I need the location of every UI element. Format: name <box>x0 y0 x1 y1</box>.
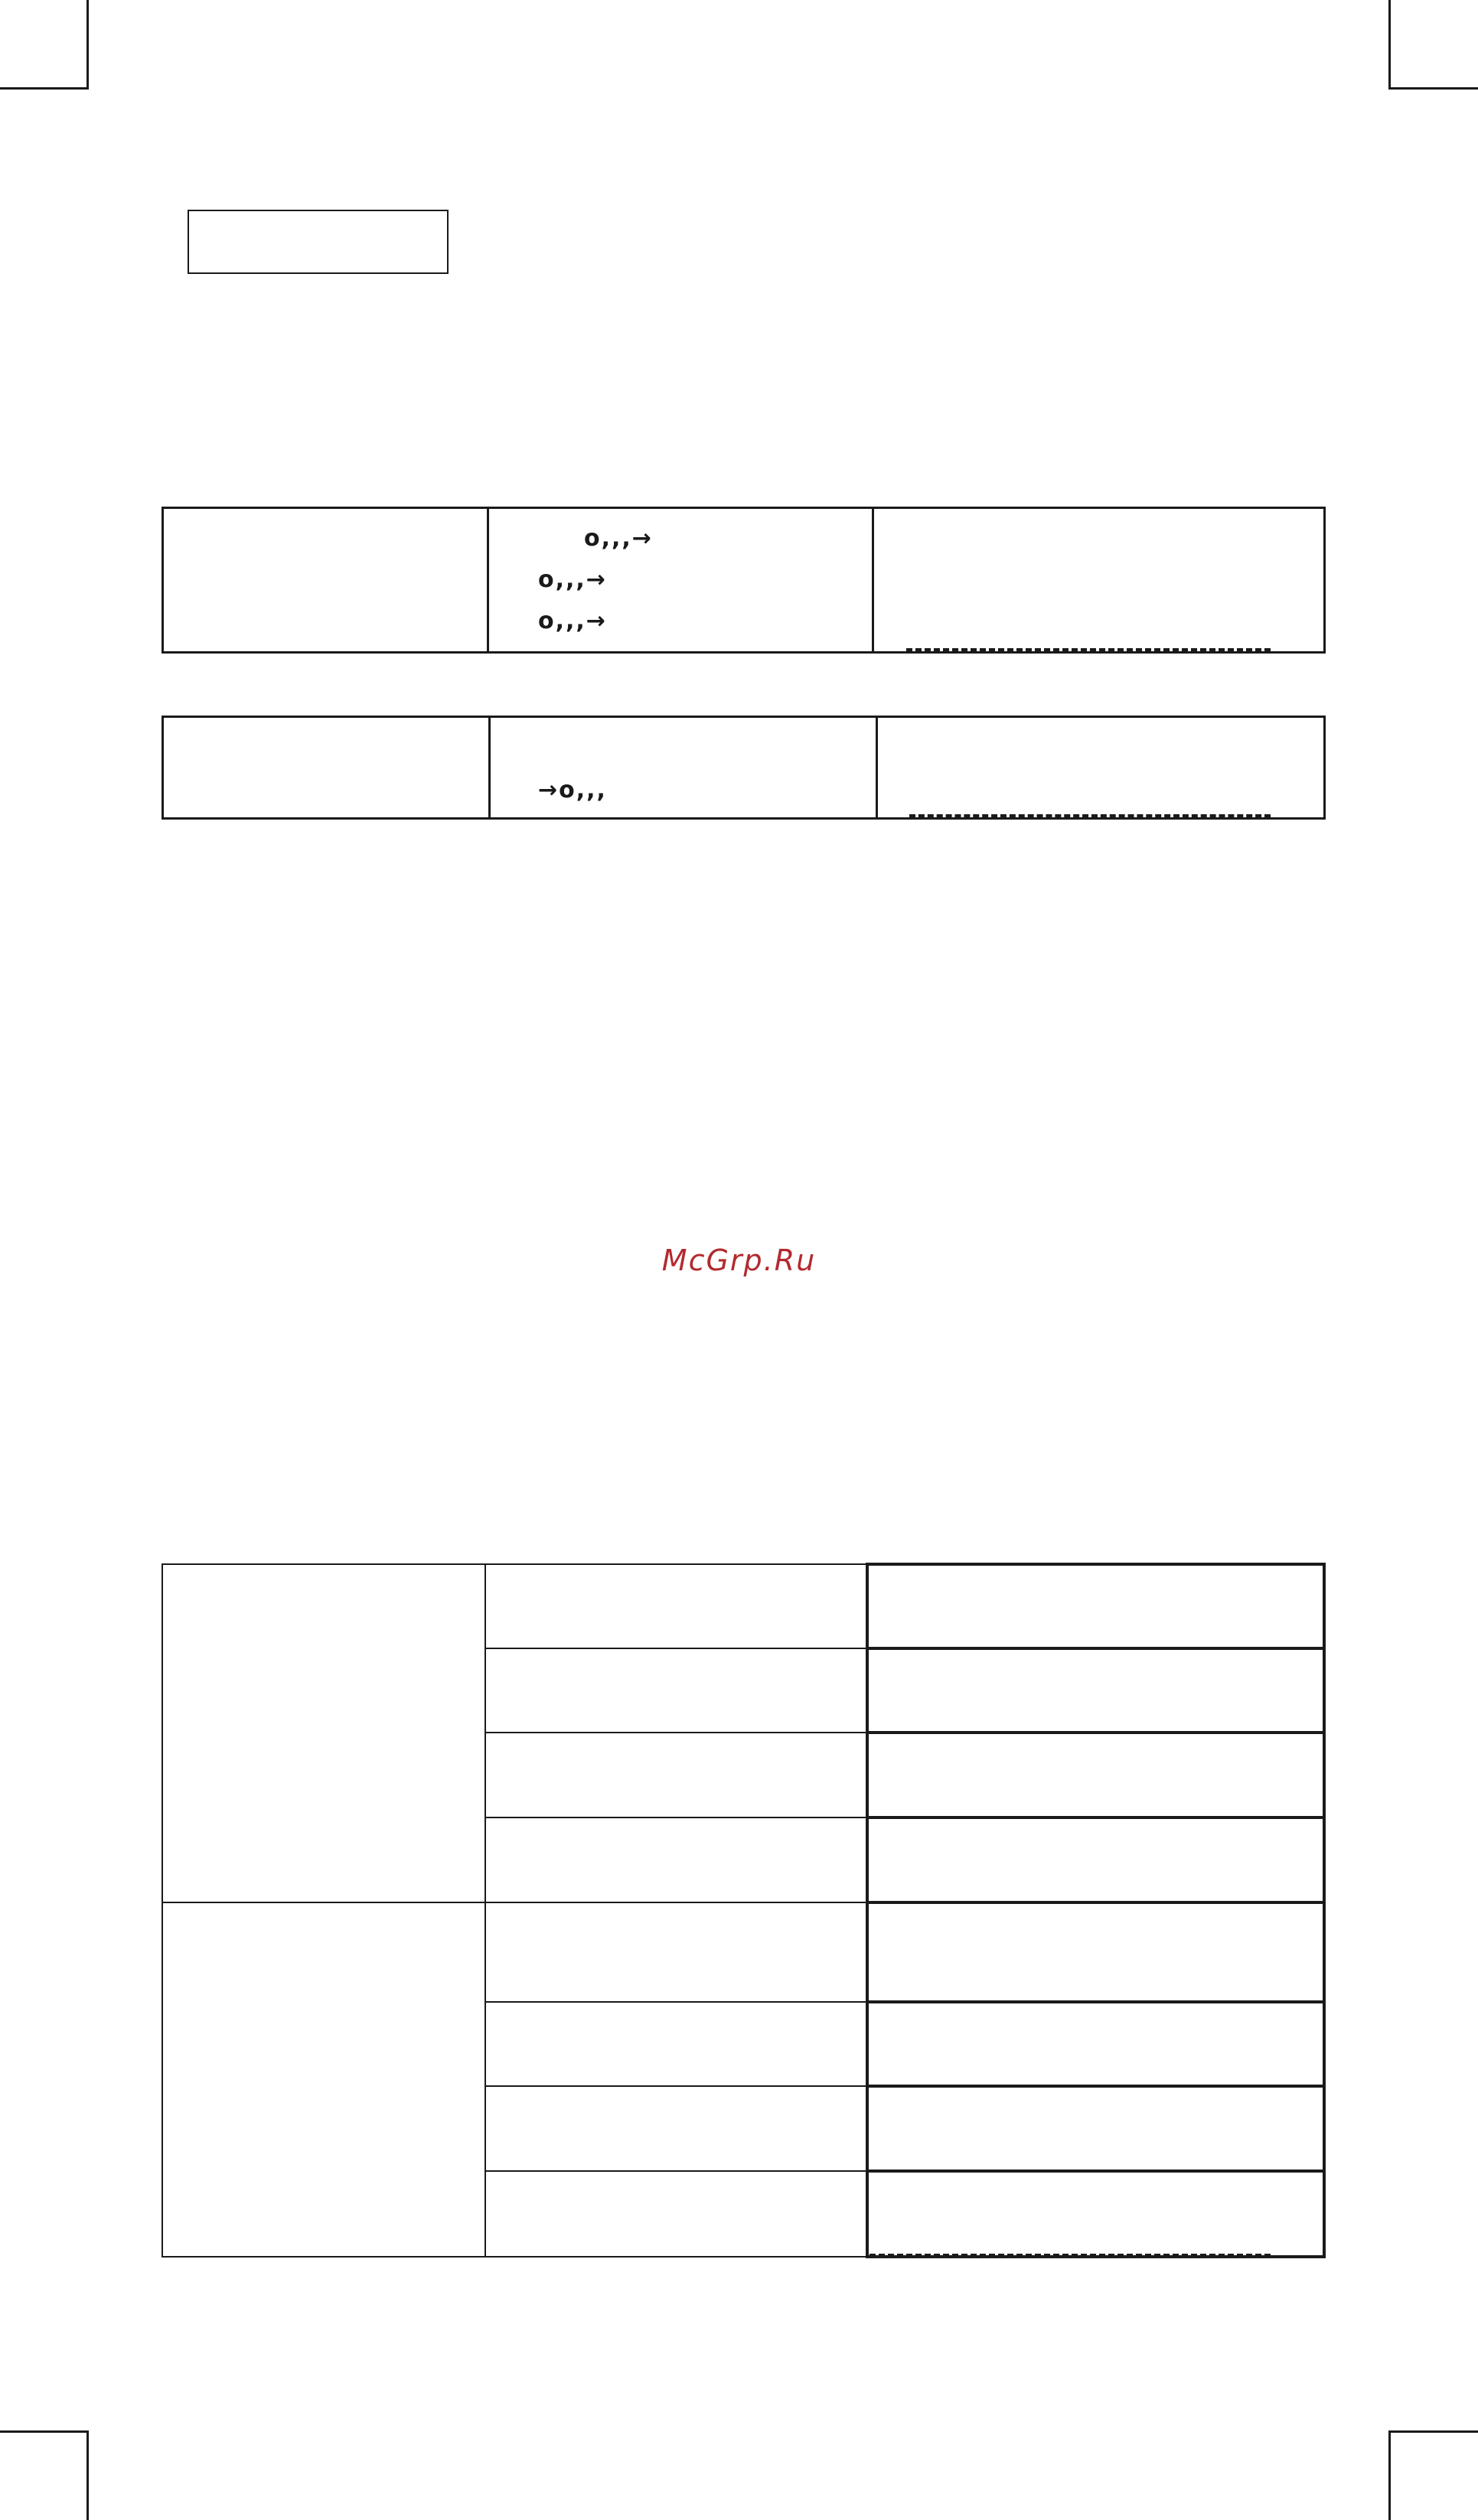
key-table-2-cell-3 <box>877 717 1325 819</box>
title-box <box>188 210 449 274</box>
key-table-3-result-cell <box>867 1902 1324 2002</box>
answer-blank-line <box>909 814 1271 817</box>
key-table-3-result-cell <box>867 1648 1324 1733</box>
key-sequence-symbol: o,,,→ <box>538 608 607 634</box>
key-table-3-cell <box>485 1817 867 1902</box>
key-table-3-result-cell <box>867 2171 1324 2257</box>
key-table-3-cell <box>485 1648 867 1733</box>
key-table-3-result-cell <box>867 2002 1324 2086</box>
answer-blank-line <box>906 648 1271 651</box>
key-table-1-cell-2 <box>488 508 873 653</box>
key-table-3-result-cell <box>867 1733 1324 1817</box>
key-table-3-cell <box>485 1564 867 1648</box>
key-table-3-group-1 <box>162 1564 485 1902</box>
key-table-1-cell-1 <box>163 508 488 653</box>
key-table-1-cell-3 <box>873 508 1325 653</box>
crop-mark-top-left-h <box>0 87 89 90</box>
watermark: McGrp.Ru <box>661 1244 817 1277</box>
key-table-3-result-cell <box>867 1564 1324 1648</box>
key-table-3-cell <box>485 1902 867 2002</box>
answer-blank-line <box>870 2254 1271 2257</box>
key-sequence-symbol: →o,,, <box>538 777 607 804</box>
key-table-3-cell <box>485 1733 867 1817</box>
key-table-2-cell-2 <box>490 717 877 819</box>
crop-mark-bottom-left-h <box>0 2430 89 2433</box>
crop-mark-top-right-v <box>1388 0 1391 90</box>
key-table-3-cell <box>485 2002 867 2086</box>
crop-mark-bottom-right-h <box>1388 2430 1478 2433</box>
key-table-3 <box>162 1563 1326 2258</box>
key-table-2-cell-1 <box>163 717 490 819</box>
key-table-2 <box>162 716 1326 820</box>
crop-mark-bottom-right-v <box>1388 2430 1391 2520</box>
key-table-3-group-2 <box>162 1902 485 2257</box>
key-sequence-symbol: o,,,→ <box>538 566 607 593</box>
crop-mark-top-right-h <box>1388 87 1478 90</box>
key-table-3-result-cell <box>867 1817 1324 1902</box>
key-table-3-result-cell <box>867 2086 1324 2171</box>
key-table-1 <box>162 507 1326 654</box>
crop-mark-top-left-v <box>86 0 89 90</box>
key-table-3-cell <box>485 2171 867 2257</box>
crop-mark-bottom-left-v <box>86 2430 89 2520</box>
key-sequence-symbol: o,,,→ <box>584 525 653 552</box>
key-table-3-cell <box>485 2086 867 2171</box>
